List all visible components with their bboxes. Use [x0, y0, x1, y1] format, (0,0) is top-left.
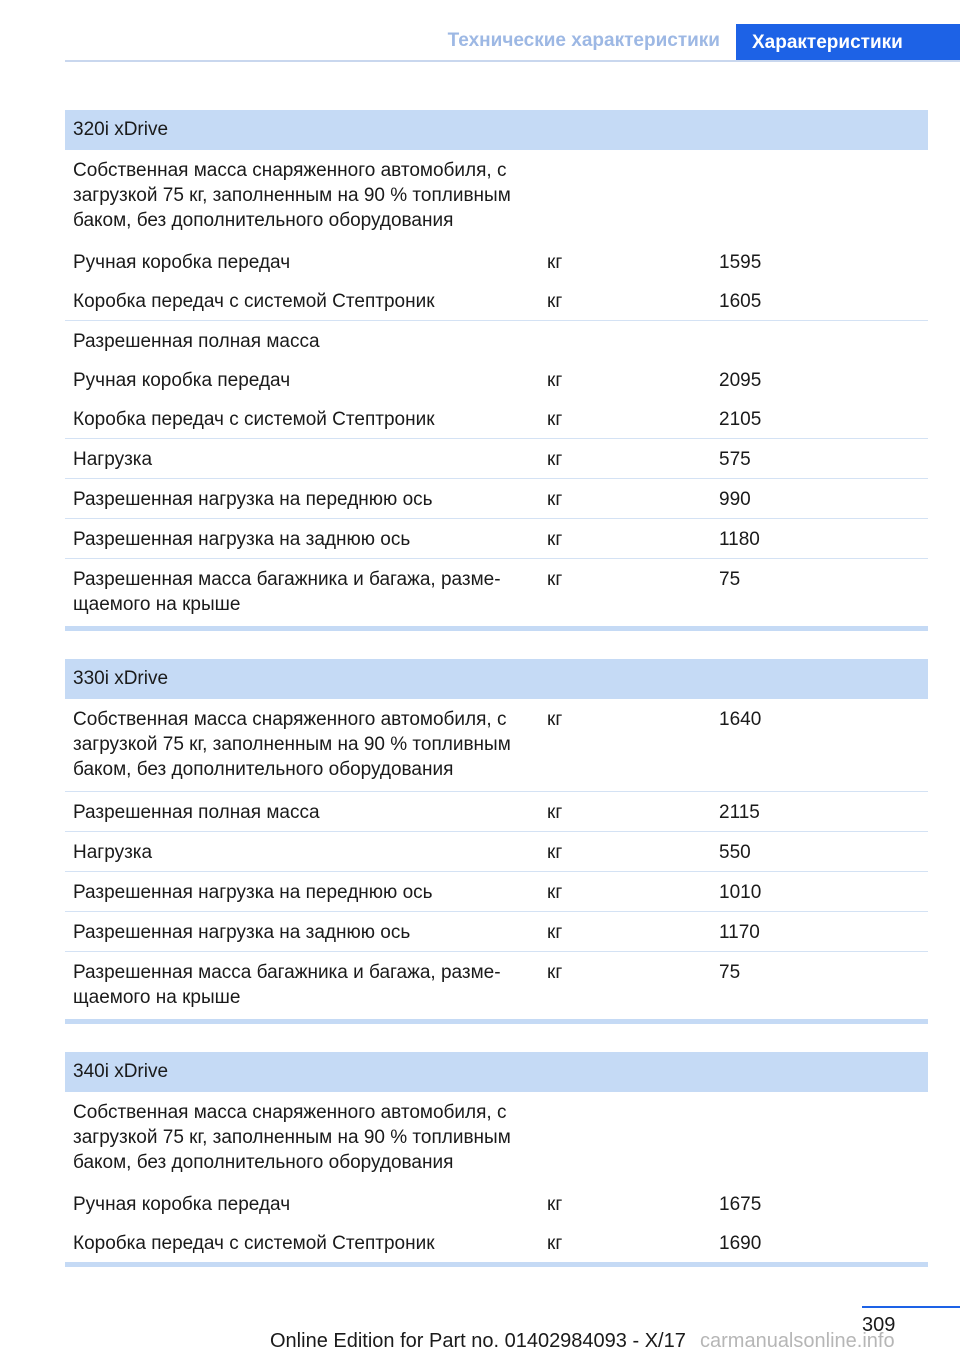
footer-divider: [862, 1306, 960, 1308]
table-row: [65, 699, 928, 791]
row-value: 575: [719, 449, 751, 470]
row-unit: кг: [547, 529, 563, 550]
row-label: Разрешенная полная масса: [73, 331, 320, 352]
row-value: [711, 150, 928, 242]
edition-note: Online Edition for Part no. 01402984093 - X/17: [270, 1330, 686, 1352]
row-value: 75: [719, 962, 741, 983]
table-row: [65, 1223, 928, 1262]
row-label: Разрешенная масса багажника и багажа, разме-щаемого на крыше: [73, 962, 501, 1008]
row-value: 1675: [719, 1194, 762, 1215]
row-label: Коробка передач с системой Стептроник: [73, 1233, 435, 1254]
table-row: [65, 242, 928, 281]
table-row: [65, 951, 928, 1019]
row-label: Собственная масса снаряженного автомобиля, с загрузкой 75 кг, заполненным на 90 % топливным баком, без дополнительного оборудования: [73, 709, 511, 780]
row-value: 2115: [719, 802, 760, 823]
table-row: [65, 399, 928, 438]
section-title: Технические характеристики: [447, 30, 720, 51]
row-label: Разрешенная масса багажника и багажа, разме-щаемого на крыше: [73, 569, 501, 615]
row-unit: кг: [547, 802, 563, 823]
row-unit: [539, 150, 711, 242]
watermark: carmanualsonline.info: [700, 1330, 895, 1352]
row-value: [711, 321, 928, 360]
table-title: 320i xDrive: [65, 110, 928, 150]
header-divider: [65, 60, 960, 62]
row-label: Разрешенная нагрузка на переднюю ось: [73, 489, 433, 510]
page-header: [65, 24, 960, 62]
row-unit: кг: [547, 252, 563, 273]
table-row: [65, 911, 928, 951]
row-label: Нагрузка: [73, 449, 153, 470]
row-unit: кг: [547, 409, 563, 430]
table-row: [65, 871, 928, 911]
row-label: Коробка передач с системой Стептроник: [73, 409, 435, 430]
row-label: Разрешенная нагрузка на заднюю ось: [73, 529, 411, 550]
row-unit: [539, 321, 711, 360]
spec-table-340i: [65, 1052, 928, 1267]
row-label: Ручная коробка передач: [73, 1194, 291, 1215]
chapter-tab: Характеристики: [736, 24, 960, 62]
table-row: [65, 558, 928, 626]
table-row: [65, 478, 928, 518]
row-label: Разрешенная нагрузка на заднюю ось: [73, 922, 411, 943]
row-value: 1170: [719, 922, 760, 943]
row-unit: кг: [547, 291, 563, 312]
row-value: 550: [719, 842, 751, 863]
row-value: 2105: [719, 409, 762, 430]
row-unit: кг: [547, 1233, 563, 1254]
row-unit: кг: [547, 882, 563, 903]
table-row: [65, 360, 928, 399]
table-row: [65, 831, 928, 871]
row-label: Нагрузка: [73, 842, 153, 863]
table-row: [65, 791, 928, 831]
table-row: [65, 150, 928, 242]
row-label: Разрешенная полная масса: [73, 802, 320, 823]
spec-table-330i: [65, 659, 928, 1024]
row-value: 1605: [719, 291, 762, 312]
row-label: Ручная коробка передач: [73, 370, 291, 391]
row-value: 990: [719, 489, 751, 510]
row-label: Собственная масса снаряженного автомобиля, с загрузкой 75 кг, заполненным на 90 % топливным баком, без дополнительного оборудования: [73, 1102, 511, 1173]
table-row: [65, 1184, 928, 1223]
table-row: [65, 438, 928, 478]
row-unit: кг: [547, 962, 563, 983]
table-row: [65, 320, 928, 360]
row-value: 1010: [719, 882, 762, 903]
row-label: Разрешенная нагрузка на переднюю ось: [73, 882, 433, 903]
table-row: [65, 518, 928, 558]
row-unit: кг: [547, 569, 563, 590]
table-title: 340i xDrive: [65, 1052, 928, 1092]
row-label: Собственная масса снаряженного автомобиля, с загрузкой 75 кг, заполненным на 90 % топливным баком, без дополнительного оборудования: [73, 160, 511, 231]
row-value: 2095: [719, 370, 762, 391]
row-unit: кг: [547, 370, 563, 391]
row-unit: кг: [547, 709, 563, 730]
table-row: [65, 281, 928, 320]
row-value: 1640: [719, 709, 762, 730]
spec-table-320i: [65, 110, 928, 631]
row-value: 1690: [719, 1233, 762, 1254]
table-row: [65, 1092, 928, 1184]
row-value: 75: [719, 569, 741, 590]
spec-tables: [65, 110, 928, 1295]
row-value: [711, 1092, 928, 1184]
table-title: 330i xDrive: [65, 659, 928, 699]
row-value: 1180: [719, 529, 760, 550]
row-value: 1595: [719, 252, 762, 273]
row-unit: кг: [547, 449, 563, 470]
row-unit: кг: [547, 489, 563, 510]
row-unit: [539, 1092, 711, 1184]
row-label: Ручная коробка передач: [73, 252, 291, 273]
row-unit: кг: [547, 842, 563, 863]
row-unit: кг: [547, 1194, 563, 1215]
page-number: 309: [862, 1314, 896, 1336]
row-label: Коробка передач с системой Стептроник: [73, 291, 435, 312]
row-unit: кг: [547, 922, 563, 943]
